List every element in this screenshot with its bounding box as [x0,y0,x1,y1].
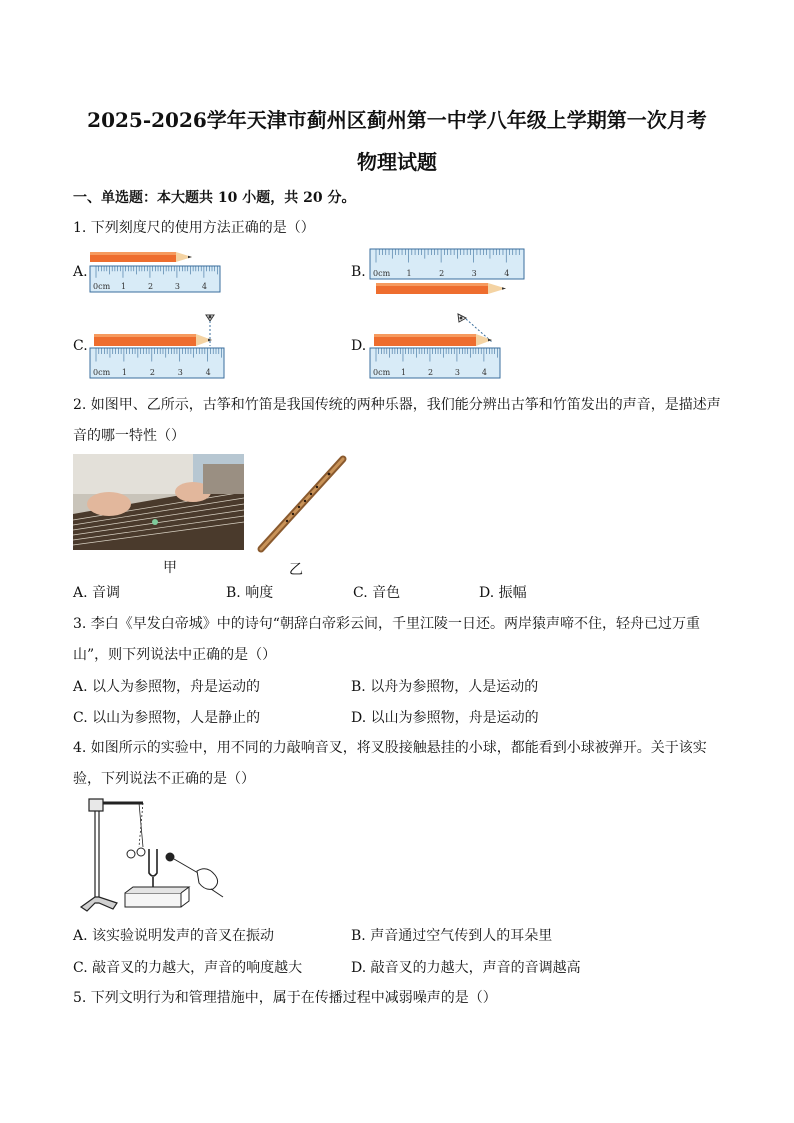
q3-option-a: A. 以人为参照物，舟是运动的 [73,679,261,695]
q4-option-c: C. 敲音叉的力越大，声音的响度越大 [73,960,303,976]
q1-figure-c [88,310,228,382]
ruler-tick-label: 4 [205,368,211,377]
ruler-tick-label: 3 [454,368,461,377]
ruler-tick-label: 3 [174,282,181,291]
q1-option-a-label: A. [73,264,88,280]
bamboo-flute-image [255,454,350,554]
q4-option-a: A. 该实验说明发声的音叉在振动 [73,928,275,944]
pencil-icon [376,283,506,294]
ruler-tick-label: 4 [201,282,208,291]
q2-option-a: A. 音调 [73,585,121,601]
guzheng-photo [73,454,244,550]
question-3-stem-line2: 山”，则下列说法中正确的是（） [73,647,277,663]
ruler-tick-label: 1 [120,282,127,291]
question-4-stem-line1: 4. 如图所示的实验中，用不同的力敲响音叉，将叉股接触悬挂的小球，都能看到小球被弹开。关于该实 [73,740,707,756]
q4-option-b: B. 声音通过空气传到人的耳朵里 [351,928,553,944]
tuning-fork-icon [149,849,157,887]
q3-option-d: D. 以山为参照物，舟是运动的 [351,710,539,726]
ruler-tick-label: 3 [177,368,183,377]
q1-figure-d [368,310,508,382]
caption-jia: 甲 [163,560,177,576]
ruler-tick-label: 2 [149,368,155,377]
ruler-tick-label: 3 [471,269,477,278]
q1-option-b-label: B. [351,264,366,280]
q2-option-c: C. 音色 [353,585,401,601]
question-3-stem-line1: 3. 李白《早发白帝城》中的诗句“朝辞白帝彩云间，千里江陵一日还。两岸猿声啼不住，轻舟已过万重 [73,616,700,632]
ruler-tick-label: 0cm [373,269,391,278]
ruler-tick-label: 1 [406,269,412,278]
ruler-icon [90,348,224,378]
ruler-tick-label: 1 [400,368,407,377]
ruler-tick-label: 0cm [93,368,111,377]
question-2-stem-line1: 2. 如图甲、乙所示，古筝和竹笛是我国传统的两种乐器，我们能分辨出古筝和竹笛发出的声音，是描述声 [73,397,721,413]
ruler-tick-label: 0cm [373,368,391,377]
pencil-icon [90,252,192,262]
ruler-tick-label: 2 [147,282,154,291]
q3-option-b: B. 以舟为参照物，人是运动的 [351,679,539,695]
q2-option-b: B. 响度 [226,585,274,601]
page-title: 2025-2026学年天津市蓟州区蓟州第一中学八年级上学期第一次月考 [87,108,707,132]
ruler-tick-label: 2 [439,269,445,278]
ruler-icon [370,348,500,378]
ruler-icon [90,266,220,292]
question-2-stem-line2: 音的哪一特性（） [73,428,185,444]
ball-icon [127,850,135,858]
ruler-tick-label: 4 [481,368,488,377]
question-4-stem-line2: 验，下列说法不正确的是（） [73,771,255,787]
question-1-stem: 1. 下列刻度尺的使用方法正确的是（） [73,220,315,236]
ruler-icon [370,249,524,279]
q1-figure-a [88,248,223,294]
pencil-icon [94,334,212,346]
ruler-tick-label: 1 [121,368,128,377]
q1-option-c-label: C. [73,338,88,354]
ruler-tick-label: 4 [504,269,510,278]
tuning-fork-experiment-diagram [73,795,233,915]
eye-icon [458,314,466,322]
ruler-tick-label: 0cm [93,282,111,291]
q1-option-d-label: D. [351,338,367,354]
section-heading: 一、单选题：本大题共 10 小题，共 20 分。 [73,190,356,206]
caption-yi: 乙 [289,562,303,578]
q4-option-d: D. 敲音叉的力越大，声音的音调越高 [351,960,581,976]
q1-figure-b [368,247,528,299]
q3-option-c: C. 以山为参照物，人是静止的 [73,710,261,726]
pencil-icon [374,334,492,346]
eye-icon [206,315,214,321]
q2-option-d: D. 振幅 [479,585,527,601]
question-5-stem: 5. 下列文明行为和管理措施中，属于在传播过程中减弱噪声的是（） [73,990,497,1006]
page-subtitle: 物理试题 [357,150,437,174]
ruler-tick-label: 2 [427,368,434,377]
